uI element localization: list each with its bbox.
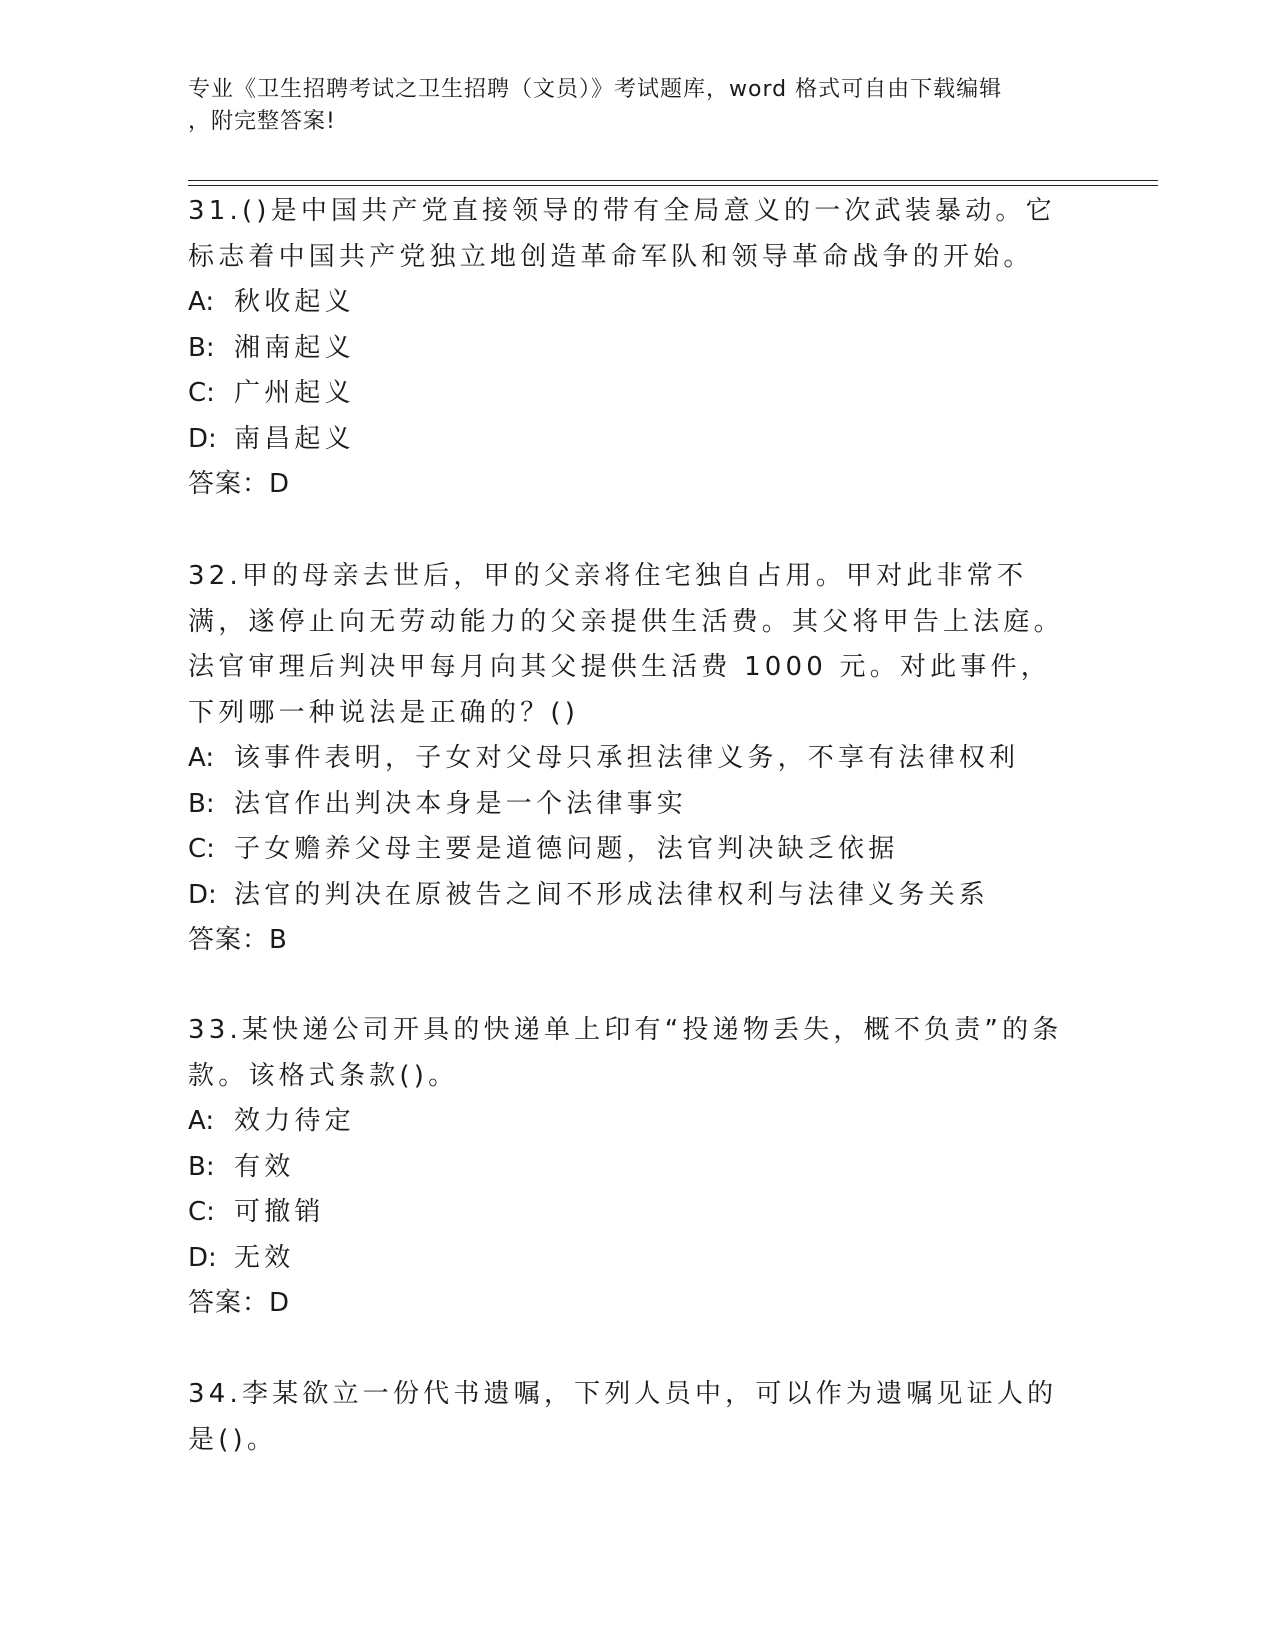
answer-line	[188, 918, 1078, 964]
question-stem: 32.甲的母亲去世后，甲的父亲将住宅独自占用。甲对此非常不满，遂停止向无劳动能力的父亲提供生活费。其父将甲告上法庭。法官审理后判决甲每月向其父提供生活费 1000 元。对此事件，下列哪一种说法是正确的？()	[188, 561, 1064, 728]
question-32	[188, 554, 1078, 964]
option-b	[188, 782, 1078, 828]
option-b	[188, 326, 1078, 372]
option-letter: D:	[188, 1242, 217, 1273]
question-33	[188, 1008, 1078, 1327]
option-text: 秋收起义	[234, 287, 355, 317]
option-text: 该事件表明，子女对父母只承担法律义务，不享有法律权利	[234, 743, 1020, 773]
option-d	[188, 873, 1078, 919]
document-header	[188, 74, 1068, 138]
option-letter: B:	[188, 332, 215, 363]
question-stem: 33.某快递公司开具的快递单上印有“投递物丢失，概不负责”的条款。该格式条款()。	[188, 1015, 1063, 1091]
answer-label: 答案：	[188, 1288, 270, 1318]
option-b	[188, 1145, 1078, 1191]
option-a	[188, 736, 1078, 782]
option-text: 法官的判决在原被告之间不形成法律权利与法律义务关系	[234, 879, 990, 910]
option-text: 可撤销	[234, 1197, 325, 1227]
answer-label: 答案：	[188, 925, 270, 955]
option-text: 法官作出判决本身是一个法律事实	[234, 788, 688, 819]
answer-label: 答案：	[188, 469, 270, 499]
answer-value: B	[269, 925, 288, 955]
answer-line	[188, 462, 1078, 508]
option-text: 有效	[234, 1151, 295, 1182]
answer-value: D	[269, 469, 291, 499]
header-title-line2: ，附完整答案!	[188, 109, 336, 134]
option-letter: A:	[188, 287, 215, 317]
header-divider-top	[188, 180, 1158, 181]
option-c	[188, 1190, 1078, 1236]
option-a	[188, 280, 1078, 326]
option-letter: D:	[188, 423, 217, 454]
option-letter: C:	[188, 1197, 215, 1227]
option-d	[188, 417, 1078, 463]
question-34	[188, 1372, 1078, 1463]
option-text: 无效	[234, 1242, 295, 1273]
question-31	[188, 189, 1078, 508]
question-stem: 31.()是中国共产党直接领导的带有全局意义的一次武装暴动。它标志着中国共产党独立地创造革命军队和领导革命战争的开始。	[188, 196, 1056, 272]
option-letter: B:	[188, 1151, 215, 1182]
option-letter: A:	[188, 1106, 215, 1136]
answer-line	[188, 1281, 1078, 1327]
option-letter: C:	[188, 378, 215, 408]
option-a	[188, 1099, 1078, 1145]
option-c	[188, 371, 1078, 417]
option-text: 南昌起义	[234, 423, 355, 454]
option-letter: C:	[188, 834, 215, 864]
option-text: 效力待定	[234, 1106, 355, 1136]
option-c	[188, 827, 1078, 873]
option-d	[188, 1236, 1078, 1282]
option-text: 广州起义	[234, 378, 355, 408]
question-stem: 34.李某欲立一份代书遗嘱，下列人员中，可以作为遗嘱见证人的是()。	[188, 1379, 1058, 1455]
option-letter: B:	[188, 788, 215, 819]
option-letter: D:	[188, 879, 217, 910]
answer-value: D	[269, 1288, 291, 1318]
option-text: 子女赡养父母主要是道德问题，法官判决缺乏依据	[234, 834, 899, 864]
option-text: 湘南起义	[234, 332, 355, 363]
header-divider-bottom	[188, 185, 1158, 186]
header-title-line1: 专业《卫生招聘考试之卫生招聘（文员）》考试题库，word 格式可自由下载编辑	[188, 77, 1003, 102]
option-letter: A:	[188, 743, 215, 773]
